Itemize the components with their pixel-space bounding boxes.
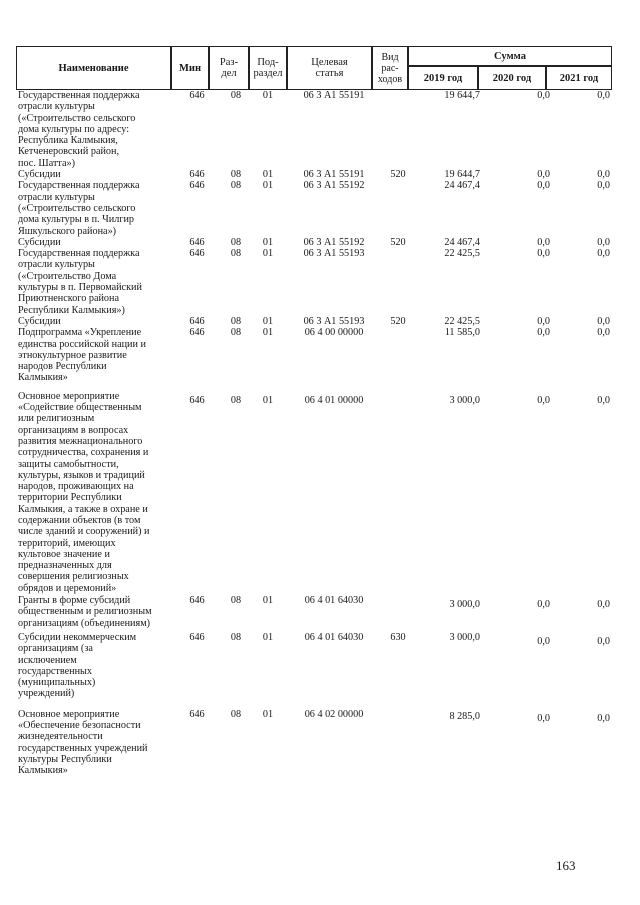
row-vid-rashodov: 520	[390, 315, 406, 327]
row-name: Государственная поддержка отрасли культуры («Строительство сельского дома культуры по адресу: Республика Калмыкия, Кетченеровский район, пос. Шатта»)	[18, 90, 140, 169]
table-row	[16, 237, 612, 248]
row-celevaya-statya: 06 3 А1 55191	[303, 169, 365, 181]
table-row	[16, 248, 612, 316]
header-vid-rashodov: Вид рас- ходов	[372, 46, 408, 90]
row-razdel: 08	[230, 631, 242, 643]
table-row	[16, 316, 612, 327]
row-sum-2021: 0,0	[597, 712, 610, 724]
header-2020: 2020 год	[478, 66, 546, 90]
row-sum-2020: 0,0	[537, 635, 550, 647]
row-sum-2019: 22 425,5	[444, 315, 480, 327]
table-row	[16, 180, 612, 236]
row-sum-2021: 0,0	[597, 169, 610, 181]
row-podrazdel: 01	[262, 248, 274, 260]
row-celevaya-statya: 06 4 01 64030	[304, 595, 364, 607]
header-2019: 2019 год	[408, 66, 478, 90]
row-razdel: 08	[230, 236, 242, 248]
row-vid-rashodov: 630	[390, 631, 406, 643]
row-min: 646	[189, 315, 205, 327]
row-sum-2021: 0,0	[597, 248, 610, 260]
row-podrazdel: 01	[262, 90, 274, 101]
row-name: Субсидии некоммерческим организациям (за исключением государственных (муниципальных) учреждений)	[18, 631, 137, 700]
table-row	[16, 595, 612, 629]
row-name: Субсидии	[18, 236, 61, 248]
row-sum-2019: 19 644,7	[444, 90, 480, 101]
header-summa: Сумма	[408, 46, 612, 66]
row-podrazdel: 01	[262, 394, 274, 406]
row-sum-2019: 24 467,4	[444, 180, 480, 192]
row-podrazdel: 01	[262, 236, 274, 248]
row-razdel: 08	[230, 327, 242, 339]
header-2021: 2021 год	[546, 66, 612, 90]
row-podrazdel: 01	[262, 315, 274, 327]
row-podrazdel: 01	[262, 180, 274, 192]
row-name: Гранты в форме субсидий общественным и религиозным организациям (объединениям)	[18, 595, 152, 629]
table-row	[16, 327, 612, 383]
row-podrazdel: 01	[262, 169, 274, 181]
row-razdel: 08	[230, 315, 242, 327]
row-name: Подпрограмма «Укрепление единства российской нации и этнокультурное развитие народов Республики Калмыкия»	[18, 327, 146, 384]
row-razdel: 08	[230, 169, 242, 181]
row-sum-2020: 0,0	[537, 90, 550, 101]
table-row	[16, 709, 612, 777]
row-sum-2021: 0,0	[597, 394, 610, 406]
row-sum-2020: 0,0	[537, 248, 550, 260]
row-sum-2020: 0,0	[537, 180, 550, 192]
row-sum-2019: 8 285,0	[449, 710, 480, 722]
row-min: 646	[189, 327, 205, 339]
table-body	[16, 90, 612, 777]
row-min: 646	[189, 394, 205, 406]
row-celevaya-statya: 06 3 А1 55192	[303, 236, 365, 248]
row-sum-2021: 0,0	[597, 327, 610, 339]
row-min: 646	[189, 631, 205, 643]
row-sum-2021: 0,0	[597, 90, 610, 101]
row-razdel: 08	[230, 595, 242, 607]
row-sum-2020: 0,0	[537, 599, 550, 611]
row-sum-2019: 19 644,7	[444, 169, 480, 181]
row-sum-2021: 0,0	[597, 180, 610, 192]
row-podrazdel: 01	[262, 631, 274, 643]
row-celevaya-statya: 06 4 02 00000	[304, 708, 364, 720]
row-min: 646	[189, 169, 205, 181]
row-celevaya-statya: 06 4 00 00000	[304, 327, 364, 339]
row-name: Субсидии	[18, 169, 61, 181]
row-sum-2020: 0,0	[537, 712, 550, 724]
row-sum-2021: 0,0	[597, 315, 610, 327]
row-sum-2020: 0,0	[537, 169, 550, 181]
header-razdel: Раз- дел	[209, 46, 249, 90]
row-sum-2021: 0,0	[597, 635, 610, 647]
row-sum-2020: 0,0	[537, 327, 550, 339]
table-row	[16, 169, 612, 180]
row-min: 646	[189, 595, 205, 607]
row-sum-2019: 11 585,0	[444, 327, 480, 339]
row-min: 646	[189, 236, 205, 248]
row-celevaya-statya: 06 4 01 64030	[304, 631, 364, 643]
row-celevaya-statya: 06 3 А1 55193	[303, 248, 365, 260]
row-podrazdel: 01	[262, 595, 274, 607]
row-min: 646	[189, 90, 205, 101]
row-name: Государственная поддержка отрасли культуры («Строительство Дома культуры в п. Первомайский Приютненского района Республики Калмыкия»)	[18, 248, 142, 316]
row-razdel: 08	[230, 90, 242, 101]
header-name: Наименование	[16, 46, 171, 90]
page-number: 163	[556, 858, 576, 873]
row-celevaya-statya: 06 3 А1 55191	[303, 90, 365, 101]
table-row	[16, 632, 612, 700]
row-name: Субсидии	[18, 315, 61, 327]
row-celevaya-statya: 06 3 А1 55192	[303, 180, 365, 192]
row-razdel: 08	[230, 394, 242, 406]
header-celevaya-statya: Целевая статья	[287, 46, 372, 90]
header-podrazdel: Под- раздел	[249, 46, 287, 90]
row-min: 646	[189, 708, 205, 720]
row-name: Государственная поддержка отрасли культуры («Строительство сельского дома культуры в п. Чилгир Яшкульского района»)	[18, 180, 140, 237]
row-sum-2019: 3 000,0	[449, 599, 480, 611]
row-celevaya-statya: 06 3 А1 55193	[303, 315, 365, 327]
row-sum-2020: 0,0	[537, 315, 550, 327]
row-razdel: 08	[230, 248, 242, 260]
row-razdel: 08	[230, 708, 242, 720]
row-name: Основное мероприятие «Обеспечение безопасности жизнедеятельности государственных учреждений культуры Республики Калмыкия»	[18, 708, 148, 777]
row-celevaya-statya: 06 4 01 00000	[304, 394, 364, 406]
table-row	[16, 391, 612, 594]
header-min: Мин	[171, 46, 209, 90]
row-sum-2019: 22 425,5	[444, 248, 480, 260]
row-sum-2020: 0,0	[537, 394, 550, 406]
row-name: Основное мероприятие «Содействие общественным или религиозным организациям в вопросах развития межнационального сотрудничества, сохранения и защиты самобытности, культуры, языков и традиций народов, проживающих на территории Республики Калмыкия, а также в охране и содержании объектов (в том числе зданий и сооружений) и территорий, имеющих культовое значение и предназначенных для совершения религиозных обрядов и церемоний»	[18, 390, 150, 594]
row-razdel: 08	[230, 180, 242, 192]
row-vid-rashodov: 520	[390, 169, 406, 181]
row-sum-2019: 24 467,4	[444, 236, 480, 248]
table-row	[16, 90, 612, 169]
row-min: 646	[189, 180, 205, 192]
row-sum-2021: 0,0	[597, 599, 610, 611]
row-podrazdel: 01	[262, 708, 274, 720]
row-min: 646	[189, 248, 205, 260]
row-vid-rashodov: 520	[390, 236, 406, 248]
row-sum-2021: 0,0	[597, 236, 610, 248]
row-podrazdel: 01	[262, 327, 274, 339]
row-sum-2019: 3 000,0	[449, 631, 480, 643]
row-sum-2020: 0,0	[537, 236, 550, 248]
row-sum-2019: 3 000,0	[449, 394, 480, 406]
